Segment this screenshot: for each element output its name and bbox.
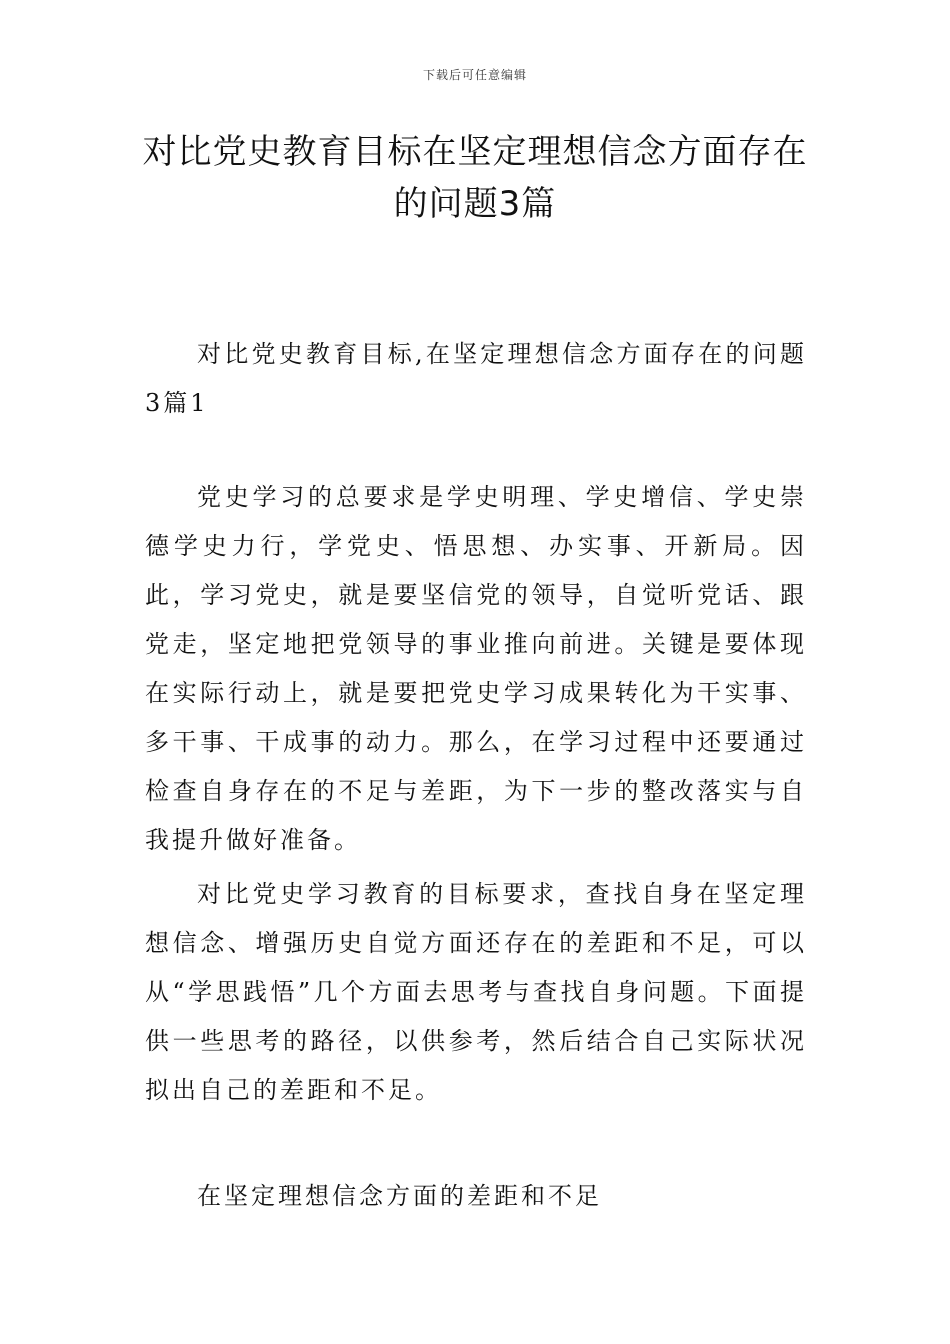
body-paragraph: 党史学习的总要求是学史明理、学史增信、学史崇德学史力行，学党史、悟思想、办实事、开新局。因此，学习党史，就是要坚信党的领导，自觉听党话、跟党走，坚定地把党领导的事业推向前进。关键是要体现在实际行动上，就是要把党史学习成果转化为干实事、多干事、干成事的动力。那么，在学习过程中还要通过检查自身存在的不足与差距，为下一步的整改落实与自我提升做好准备。 (145, 483, 807, 854)
subsection-heading: 在坚定理想信念方面的差距和不足 (197, 1182, 602, 1210)
header-note: 下载后可任意编辑 (422, 68, 527, 82)
body-paragraph: 对比党史学习教育的目标要求，查找自身在坚定理想信念、增强历史自觉方面还存在的差距和不足，可以从“学思践悟”几个方面去思考与查找自身问题。下面提供一些思考的路径，以供参考，然后结合自己实际状况拟出自己的差距和不足。 (145, 880, 807, 1104)
document-title: 对比党史教育目标在坚定理想信念方面存在的问题3篇 (142, 132, 808, 224)
section-heading: 对比党史教育目标,在坚定理想信念方面存在的问题3篇1 (145, 340, 807, 417)
